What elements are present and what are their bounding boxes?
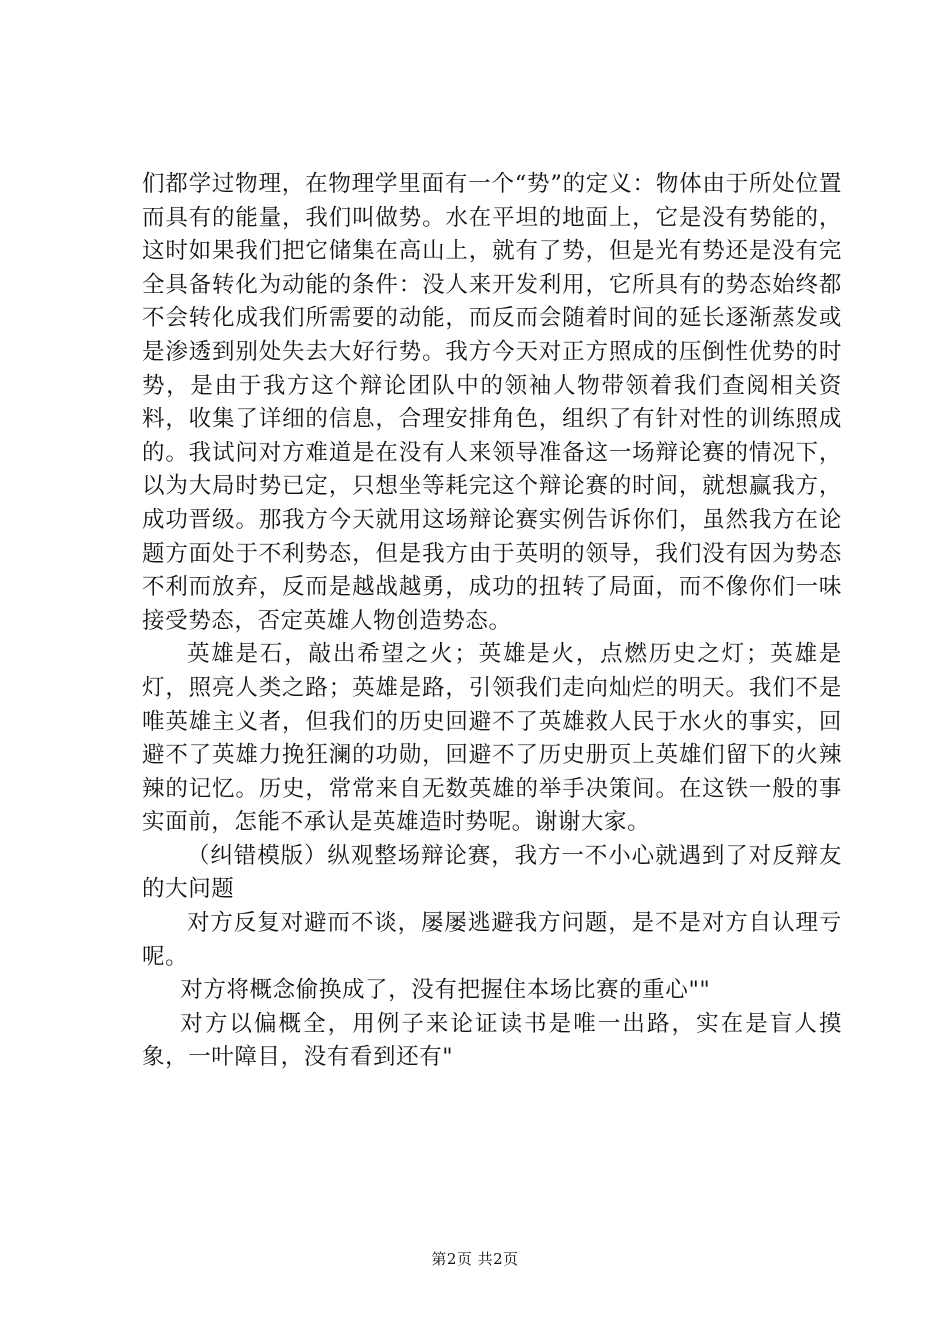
- document-body: [142, 168, 842, 1075]
- page-footer: 第2页 共2页: [431, 1250, 519, 1268]
- paragraph-hero-conclusion: 英雄是石，敲出希望之火；英雄是火，点燃历史之灯；英雄是灯，照亮人类之路；英雄是路，引领我们走向灿烂的明天。我们不是唯英雄主义者，但我们的历史回避不了英雄救人民于水火的事实，回避不了英雄力挽狂澜的功勋，回避不了历史册页上英雄们留下的火辣辣的记忆。历史，常常来自无数英雄的举手决策间。在这铁一般的事实面前，怎能不承认是英雄造时势呢。谢谢大家。: [142, 641, 842, 836]
- paragraph-avoidance: 对方反复对避而不谈，屡屡逃避我方问题，是不是对方自认理亏呢。: [142, 910, 842, 970]
- paragraph-physics-argument: 们都学过物理，在物理学里面有一个“势”的定义：物体由于所处位置而具有的能量，我们叫做势。水在平坦的地面上，它是没有势能的，这时如果我们把它储集在高山上，就有了势，但是光有势还是没有完全具备转化为动能的条件：没人来开发利用，它所具有的势态始终都不会转化成我们所需要的动能，而反而会随着时间的延长逐渐蒸发或是渗透到别处失去大好行势。我方今天对正方照成的压倒性优势的时势，是由于我方这个辩论团队中的领袖人物带领着我们查阅相关资料，收集了详细的信息，合理安排角色，组织了有针对性的训练照成的。我试问对方难道是在没有人来领导准备这一场辩论赛的情况下，以为大局时势已定，只想坐等耗完这个辩论赛的时间，就想赢我方，成功晋级。那我方今天就用这场辩论赛实例告诉你们，虽然我方在论题方面处于不利势态，但是我方由于英明的领导，我们没有因为势态不利而放弃，反而是越战越勇，成功的扭转了局面，而不像你们一味接受势态，否定英雄人物创造势态。: [142, 171, 842, 634]
- paragraph-concept-swap: 对方将概念偷换成了，没有把握住本场比赛的重心"": [180, 977, 711, 1004]
- paragraph-correction-template: （纠错模版）纵观整场辩论赛，我方一不小心就遇到了对反辩友的大问题: [142, 842, 842, 903]
- paragraph-generalization: 对方以偏概全，用例子来论证读书是唯一出路，实在是盲人摸象，一叶障目，没有看到还有": [142, 1010, 842, 1071]
